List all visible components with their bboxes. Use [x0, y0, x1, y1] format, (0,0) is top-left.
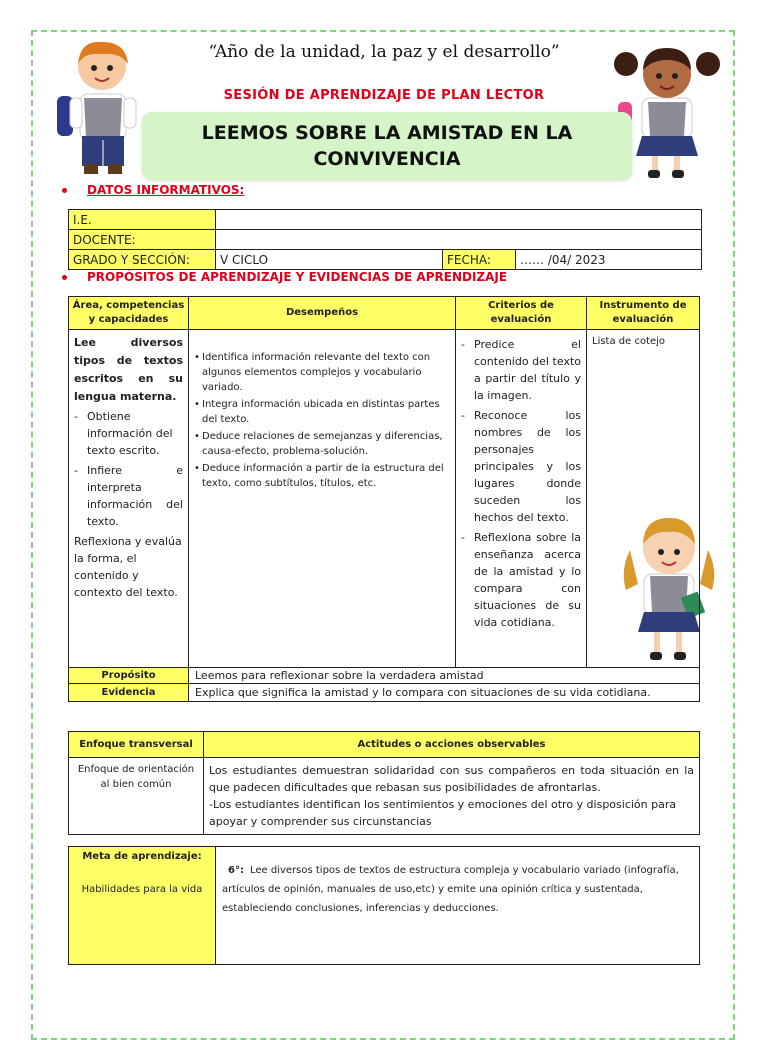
- desempeno-item: • Integra información ubicada en distintas partes del texto.: [194, 397, 450, 427]
- header-area: Área, competencias y capacidades: [69, 297, 189, 330]
- evidencia-label: Evidencia: [69, 684, 189, 702]
- desempeno-item: • Deduce relaciones de semejanzas y diferencias, causa-efecto, problema-solución.: [194, 429, 450, 459]
- actitudes-cell: [204, 758, 700, 835]
- meta-table: [68, 846, 700, 965]
- instrumento-cell: [587, 330, 700, 668]
- competencias-cell: [69, 330, 189, 668]
- ie-value[interactable]: [216, 210, 702, 230]
- header-enfoque: Enfoque transversal: [69, 732, 204, 758]
- proposito-label: Propósito: [69, 668, 189, 684]
- desempeno-item: • Identifica información relevante del texto con algunos elementos complejos y vocabulario variado.: [194, 350, 450, 395]
- desempenos-cell: [189, 330, 456, 668]
- fecha-label: FECHA:: [443, 250, 516, 270]
- fecha-value[interactable]: …… /04/ 2023: [516, 250, 702, 270]
- bullet-dot: [62, 188, 67, 193]
- bullet-dot: [62, 275, 67, 280]
- info-table: [68, 209, 702, 270]
- meta-label: Meta de aprendizaje:: [82, 851, 202, 862]
- motto-text: “Año de la unidad, la paz y el desarrollo”: [208, 42, 560, 62]
- criterio-item: - Reflexiona sobre la enseñanza acerca de la amistad y lo compara con situaciones de su vida cotidiana.: [461, 529, 581, 631]
- actitud-1: Los estudiantes demuestran solidaridad con sus compañeros en toda situación en la que padecen dificultades que rebasan sus posibilidades de afrontarlas.: [209, 764, 694, 794]
- criterios-list: [461, 336, 581, 631]
- grado-marker: 6°:: [228, 865, 244, 876]
- criterio-item: - Predice el contenido del texto a partir del título y la imagen.: [461, 336, 581, 404]
- actitud-2: -Los estudiantes identifican los sentimientos y emociones del otro y disposición para apoyar y comprender sus circunstancias: [209, 798, 677, 828]
- instrumento-text: Lista de cotejo: [592, 336, 666, 347]
- desempenos-list: [194, 350, 450, 491]
- docente-label: DOCENTE:: [69, 230, 216, 250]
- capacidad-extra: Reflexiona y evalúa la forma, el contenido y contexto del texto.: [74, 535, 182, 599]
- header-desempenos: Desempeños: [189, 297, 456, 330]
- grado-value[interactable]: V CICLO: [216, 250, 443, 270]
- section-propositos-label: PROPÓSITOS DE APRENDIZAJE Y EVIDENCIAS DE APRENDIZAJE: [87, 270, 508, 284]
- criterio-item: - Reconoce los nombres de los personajes principales y los lugares donde suceden los hechos del texto.: [461, 407, 581, 526]
- section-datos-informativos: [62, 183, 244, 197]
- competencia-text: Lee diversos tipos de textos escritos en su lengua materna.: [74, 336, 183, 403]
- meta-text: Lee diversos tipos de textos de estructura compleja y vocabulario variado (infografía, artículos de opinión, manuales de uso,etc) y emite una opinión crítica y sustentada, estableciendo conclusiones, inferencias y deducciones.: [222, 865, 679, 914]
- evidencia-value: Explica que significa la amistad y lo compara con situaciones de su vida cotidiana.: [189, 684, 700, 702]
- docente-value[interactable]: [216, 230, 702, 250]
- meta-cell: [69, 847, 216, 965]
- capacidades-list: [74, 408, 183, 530]
- proposito-value: Leemos para reflexionar sobre la verdadera amistad: [189, 668, 700, 684]
- grado-label: GRADO Y SECCIÓN:: [69, 250, 216, 270]
- header-criterios: Criterios de evaluación: [456, 297, 587, 330]
- ie-label: I.E.: [69, 210, 216, 230]
- enfoque-cell: Enfoque de orientación al bien común: [69, 758, 204, 835]
- section-datos-label: DATOS INFORMATIVOS:: [87, 183, 245, 197]
- capacidad-item: - Infiere e interpreta información del texto.: [74, 462, 183, 530]
- criterios-cell: [456, 330, 587, 668]
- session-title: SESIÓN DE APRENDIZAJE DE PLAN LECTOR: [223, 88, 545, 103]
- meta-text-cell: [216, 847, 700, 965]
- desempeno-item: • Deduce información a partir de la estructura del texto, como subtítulos, títulos, etc.: [194, 461, 450, 491]
- habilidades-label: Habilidades para la vida: [81, 884, 203, 895]
- main-title: LEEMOS SOBRE LA AMISTAD EN LA CONVIVENCIA: [142, 112, 632, 180]
- header-instrumento: Instrumento de evaluación: [587, 297, 700, 330]
- section-propositos: [62, 270, 507, 284]
- purposes-table: [68, 296, 700, 702]
- capacidad-item: - Obtiene información del texto escrito.: [74, 408, 183, 459]
- enfoque-table: [68, 731, 700, 835]
- header-actitudes: Actitudes o acciones observables: [204, 732, 700, 758]
